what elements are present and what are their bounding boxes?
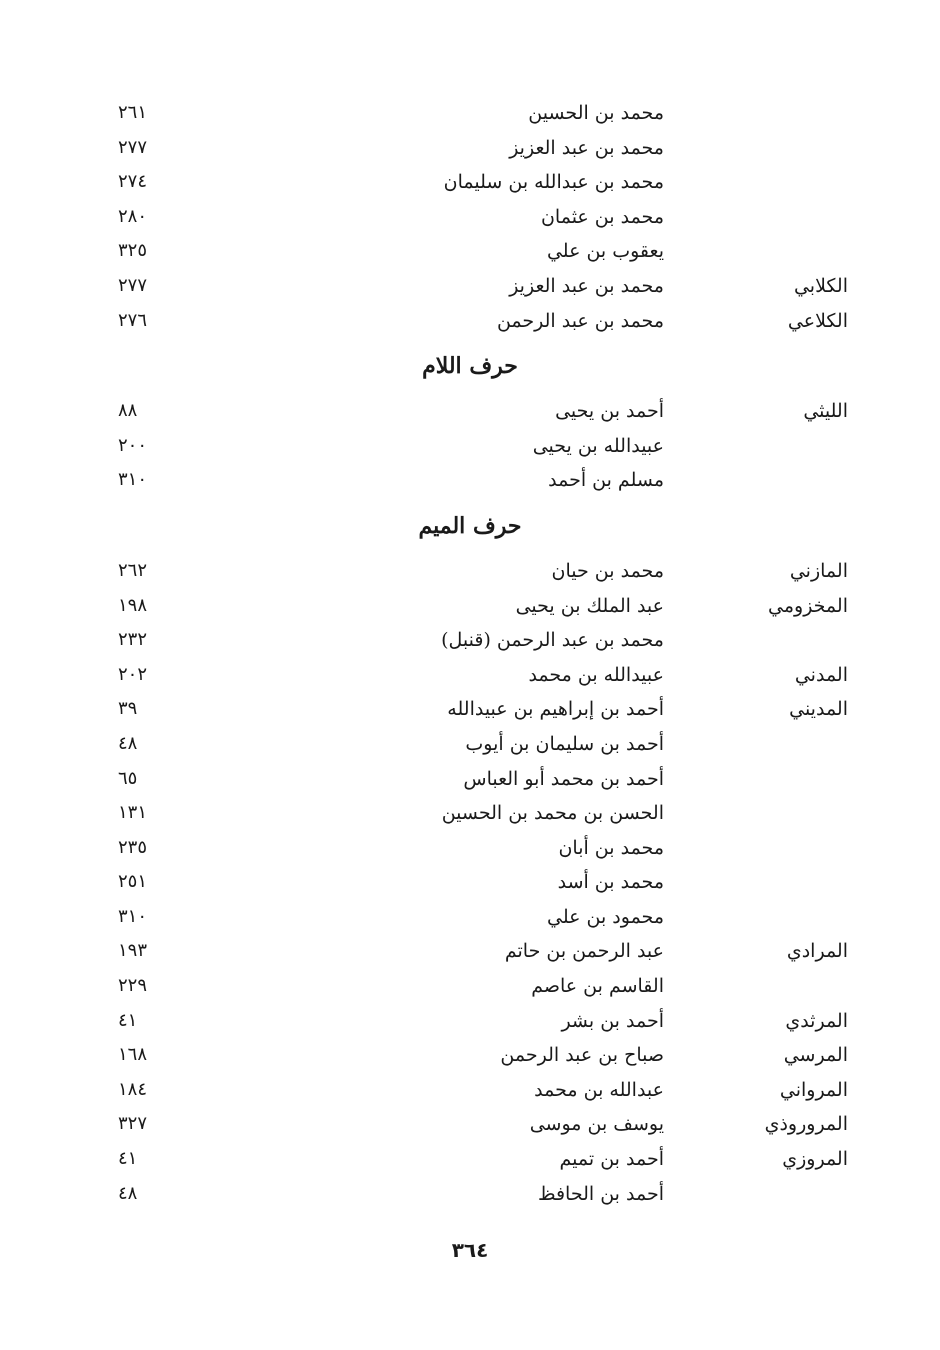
page-reference: ٢٧٧ xyxy=(118,274,148,296)
page-reference: ٢٧٧ xyxy=(118,136,148,158)
page-reference: ٢٠٢ xyxy=(118,663,148,685)
index-row xyxy=(0,727,940,762)
page-reference: ٢٦١ xyxy=(118,102,148,123)
person-name: القاسم بن عاصم xyxy=(531,975,664,998)
nisba: المرسي xyxy=(783,1044,848,1067)
index-row xyxy=(0,131,940,166)
nisba: المدني xyxy=(794,663,848,686)
index-row xyxy=(0,394,940,429)
index-row xyxy=(0,658,940,693)
index-row xyxy=(0,1107,940,1142)
nisba: المخزومي xyxy=(768,594,848,617)
index-row xyxy=(0,1142,940,1177)
index-row xyxy=(0,234,940,269)
page-reference: ٢٣٥ xyxy=(118,836,148,858)
person-name: محمود بن علي xyxy=(547,905,664,928)
page-reference: ٦٥ xyxy=(118,767,138,789)
person-name: أحمد بن تميم xyxy=(559,1148,664,1171)
index-list xyxy=(0,96,940,1211)
index-row xyxy=(0,269,940,304)
index-row xyxy=(0,762,940,797)
person-name: عبيدالله بن يحيى xyxy=(532,434,664,457)
page-reference: ٣٢٥ xyxy=(118,240,148,262)
page-reference: ٣١٠ xyxy=(118,469,148,491)
person-name: محمد بن أبان xyxy=(558,836,664,859)
nisba: الكلاعي xyxy=(787,309,848,332)
person-name: محمد بن حيان xyxy=(551,559,664,582)
page-reference: ٢٣٢ xyxy=(118,629,148,651)
person-name: محمد بن عبدالله بن سليمان xyxy=(443,171,664,194)
nisba: المرثدي xyxy=(785,1009,848,1032)
page-reference: ٢٧٦ xyxy=(118,309,148,331)
page-reference: ٣١٠ xyxy=(118,905,148,927)
page-reference: ٤١ xyxy=(118,1009,138,1031)
index-row xyxy=(0,934,940,969)
person-name: أحمد بن سليمان بن أيوب xyxy=(465,732,664,755)
person-name: محمد بن عبد الرحمن xyxy=(496,309,664,332)
index-row xyxy=(0,200,940,235)
page-reference: ٢٨٠ xyxy=(118,205,148,227)
page-reference: ٤١ xyxy=(118,1148,138,1170)
page-reference: ٣٢٧ xyxy=(118,1113,148,1135)
page-reference: ١٨٤ xyxy=(118,1078,148,1100)
section-title: حرف الميم xyxy=(418,512,522,539)
person-name: محمد بن عثمان xyxy=(540,205,664,228)
page-reference: ٢٢٩ xyxy=(118,975,148,997)
index-row xyxy=(0,1038,940,1073)
page-number: ٣٦٤ xyxy=(451,1238,489,1262)
section-heading-mim xyxy=(0,498,940,554)
page-reference: ١٩٣ xyxy=(118,940,148,962)
index-row xyxy=(0,865,940,900)
index-row xyxy=(0,463,940,498)
index-row xyxy=(0,1177,940,1212)
nisba: الكلابي xyxy=(793,274,848,297)
nisba: المروزي xyxy=(782,1148,848,1171)
index-row xyxy=(0,589,940,624)
page-reference: ٢٦٢ xyxy=(118,559,148,581)
page-reference: ٢٥١ xyxy=(118,871,148,893)
index-row xyxy=(0,96,940,131)
person-name: عبدالله بن محمد xyxy=(534,1078,664,1101)
nisba: المرادي xyxy=(786,940,848,963)
nisba: المديني xyxy=(789,698,848,721)
nisba: الليثي xyxy=(803,400,848,423)
page-reference: ١٣١ xyxy=(118,802,148,824)
page-reference: ١٦٨ xyxy=(118,1044,148,1066)
index-row xyxy=(0,900,940,935)
person-name: عبد الملك بن يحيى xyxy=(515,594,664,617)
person-name: محمد بن عبد العزيز xyxy=(509,136,664,159)
index-row xyxy=(0,304,940,339)
person-name: الحسن بن محمد بن الحسين xyxy=(441,802,664,825)
person-name: أحمد بن إبراهيم بن عبيدالله xyxy=(447,698,664,721)
index-row xyxy=(0,165,940,200)
person-name: عبيدالله بن محمد xyxy=(528,663,664,686)
person-name: عبد الرحمن بن حاتم xyxy=(504,940,664,963)
index-row xyxy=(0,623,940,658)
person-name: محمد بن عبد العزيز xyxy=(509,274,664,297)
index-row xyxy=(0,1004,940,1039)
person-name: أحمد بن محمد أبو العباس xyxy=(463,767,664,790)
nisba: المروروذي xyxy=(764,1113,848,1136)
index-row xyxy=(0,796,940,831)
page-reference: ٢٠٠ xyxy=(118,434,148,456)
nisba: المازني xyxy=(789,559,848,582)
index-row xyxy=(0,1073,940,1108)
person-name: محمد بن الحسين xyxy=(528,102,664,124)
person-name: محمد بن أسد xyxy=(557,871,664,894)
person-name: يوسف بن موسى xyxy=(529,1113,664,1136)
index-row xyxy=(0,554,940,589)
person-name: صباح بن عبد الرحمن xyxy=(500,1044,664,1067)
person-name: محمد بن عبد الرحمن (قنبل) xyxy=(441,629,664,652)
index-row xyxy=(0,692,940,727)
person-name: أحمد بن بشر xyxy=(561,1009,664,1032)
page-reference: ٤٨ xyxy=(118,732,138,754)
section-title: حرف اللام xyxy=(422,353,518,380)
section-heading-lam xyxy=(0,338,940,394)
index-row xyxy=(0,831,940,866)
nisba: المرواني xyxy=(779,1078,848,1101)
person-name: أحمد بن يحيى xyxy=(555,400,664,423)
person-name: أحمد بن الحافظ xyxy=(537,1182,664,1205)
index-row xyxy=(0,969,940,1004)
person-name: يعقوب بن علي xyxy=(546,240,664,263)
page-reference: ٢٧٤ xyxy=(118,171,148,193)
person-name: مسلم بن أحمد xyxy=(548,469,664,492)
page-reference: ١٩٨ xyxy=(118,594,148,616)
page-reference: ٤٨ xyxy=(118,1182,138,1204)
page-reference: ٣٩ xyxy=(118,698,138,720)
page-reference: ٨٨ xyxy=(118,400,138,422)
index-row xyxy=(0,429,940,464)
